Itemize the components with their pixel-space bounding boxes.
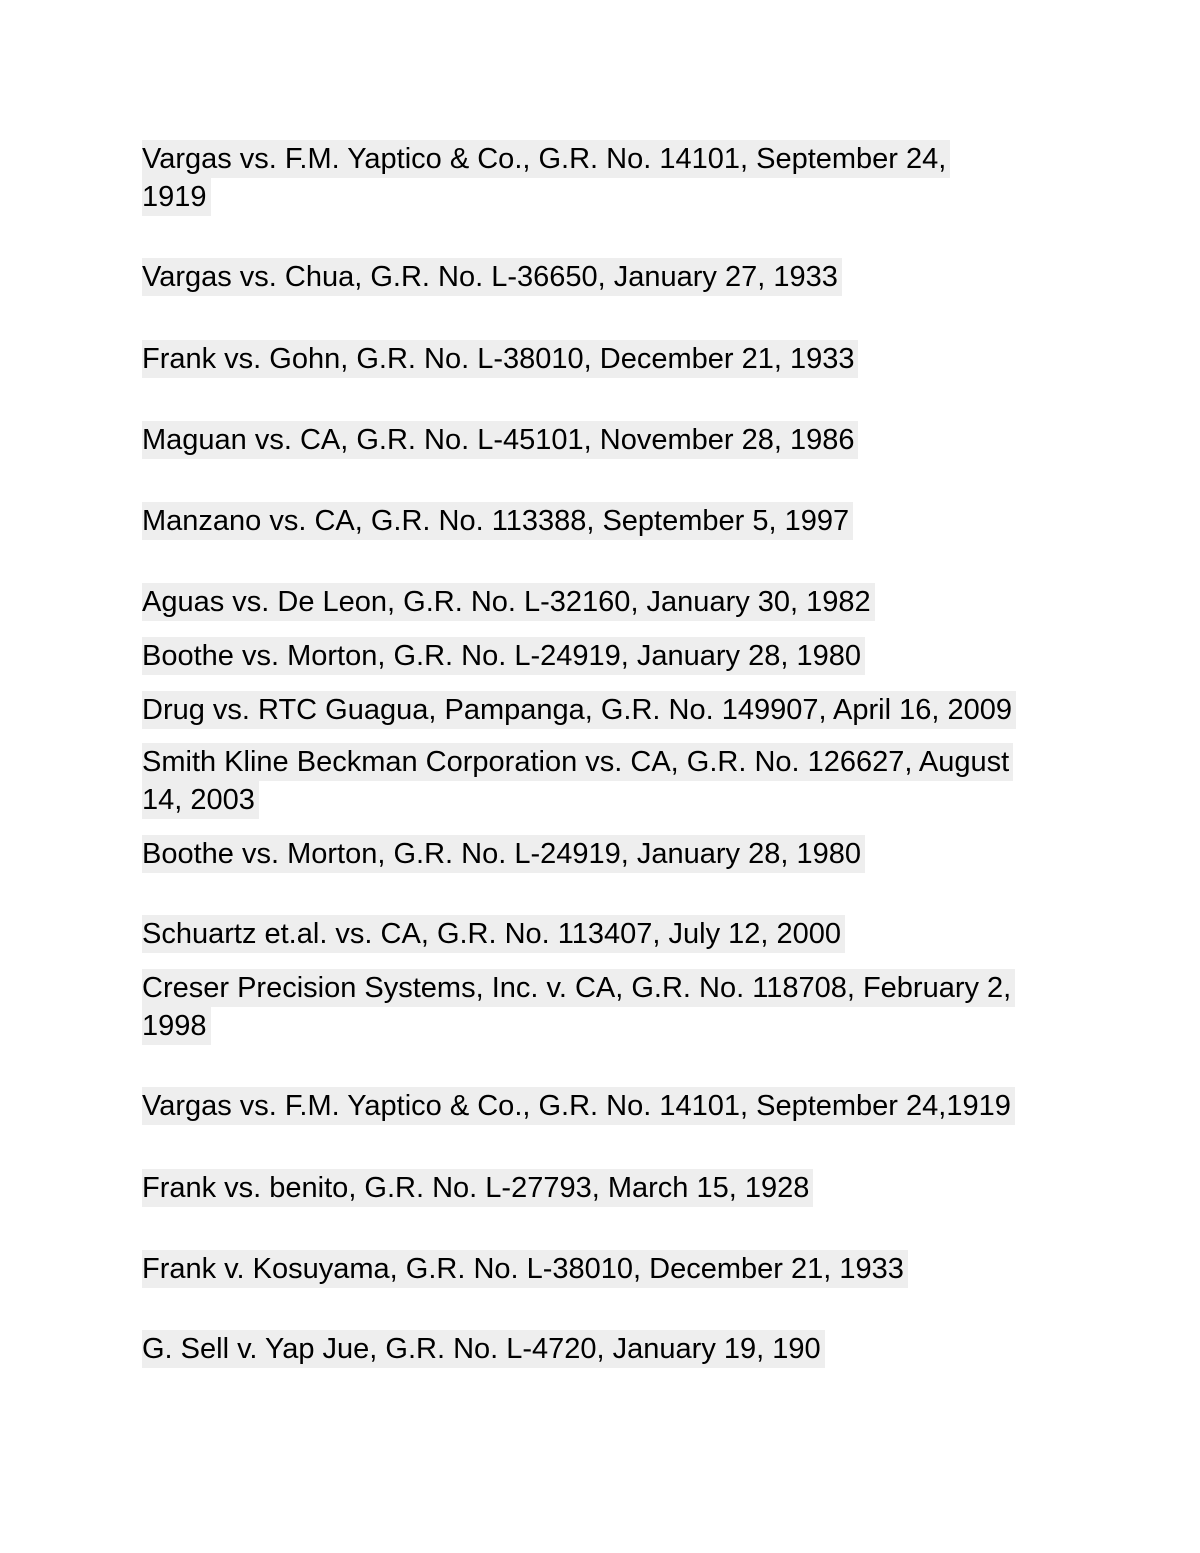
case-citation	[142, 502, 853, 540]
case-citation	[142, 1330, 825, 1368]
case-citation-line: Boothe vs. Morton, G.R. No. L-24919, January 28, 1980	[142, 835, 865, 873]
case-citation-line: Vargas vs. F.M. Yaptico & Co., G.R. No. 14101, September 24,	[142, 140, 950, 178]
case-citation-line: Vargas vs. Chua, G.R. No. L-36650, January 27, 1933	[142, 258, 842, 296]
case-citation	[142, 140, 950, 216]
case-citation-line: 1998	[142, 1007, 211, 1045]
case-citation	[142, 421, 858, 459]
case-citation	[142, 1169, 813, 1207]
case-citation-line: Drug vs. RTC Guagua, Pampanga, G.R. No. 149907, April 16, 2009	[142, 691, 1016, 729]
case-citation-line: Creser Precision Systems, Inc. v. CA, G.R. No. 118708, February 2,	[142, 969, 1015, 1007]
case-citation-line: Aguas vs. De Leon, G.R. No. L-32160, January 30, 1982	[142, 583, 875, 621]
case-citation	[142, 258, 842, 296]
case-citation	[142, 583, 875, 621]
case-citation	[142, 835, 865, 873]
case-citation-line: Manzano vs. CA, G.R. No. 113388, September 5, 1997	[142, 502, 853, 540]
case-citation	[142, 743, 1013, 819]
case-citation	[142, 340, 858, 378]
case-citation	[142, 969, 1015, 1045]
case-citation	[142, 915, 845, 953]
case-citation-line: Smith Kline Beckman Corporation vs. CA, G.R. No. 126627, August	[142, 743, 1013, 781]
case-citation-line: Vargas vs. F.M. Yaptico & Co., G.R. No. 14101, September 24,1919	[142, 1087, 1015, 1125]
case-citation	[142, 1250, 908, 1288]
case-citation-line: Maguan vs. CA, G.R. No. L-45101, November 28, 1986	[142, 421, 858, 459]
case-citation-line: Frank vs. Gohn, G.R. No. L-38010, December 21, 1933	[142, 340, 858, 378]
case-citation	[142, 691, 1016, 729]
case-citation-line: G. Sell v. Yap Jue, G.R. No. L-4720, January 19, 190	[142, 1330, 825, 1368]
case-citation-line: Frank vs. benito, G.R. No. L-27793, March 15, 1928	[142, 1169, 813, 1207]
case-citation-line: 1919	[142, 178, 211, 216]
case-citation-line: Schuartz et.al. vs. CA, G.R. No. 113407, July 12, 2000	[142, 915, 845, 953]
case-citation	[142, 637, 865, 675]
case-citation	[142, 1087, 1015, 1125]
case-citation-line: Frank v. Kosuyama, G.R. No. L-38010, December 21, 1933	[142, 1250, 908, 1288]
case-citation-line: 14, 2003	[142, 781, 259, 819]
case-citation-line: Boothe vs. Morton, G.R. No. L-24919, January 28, 1980	[142, 637, 865, 675]
